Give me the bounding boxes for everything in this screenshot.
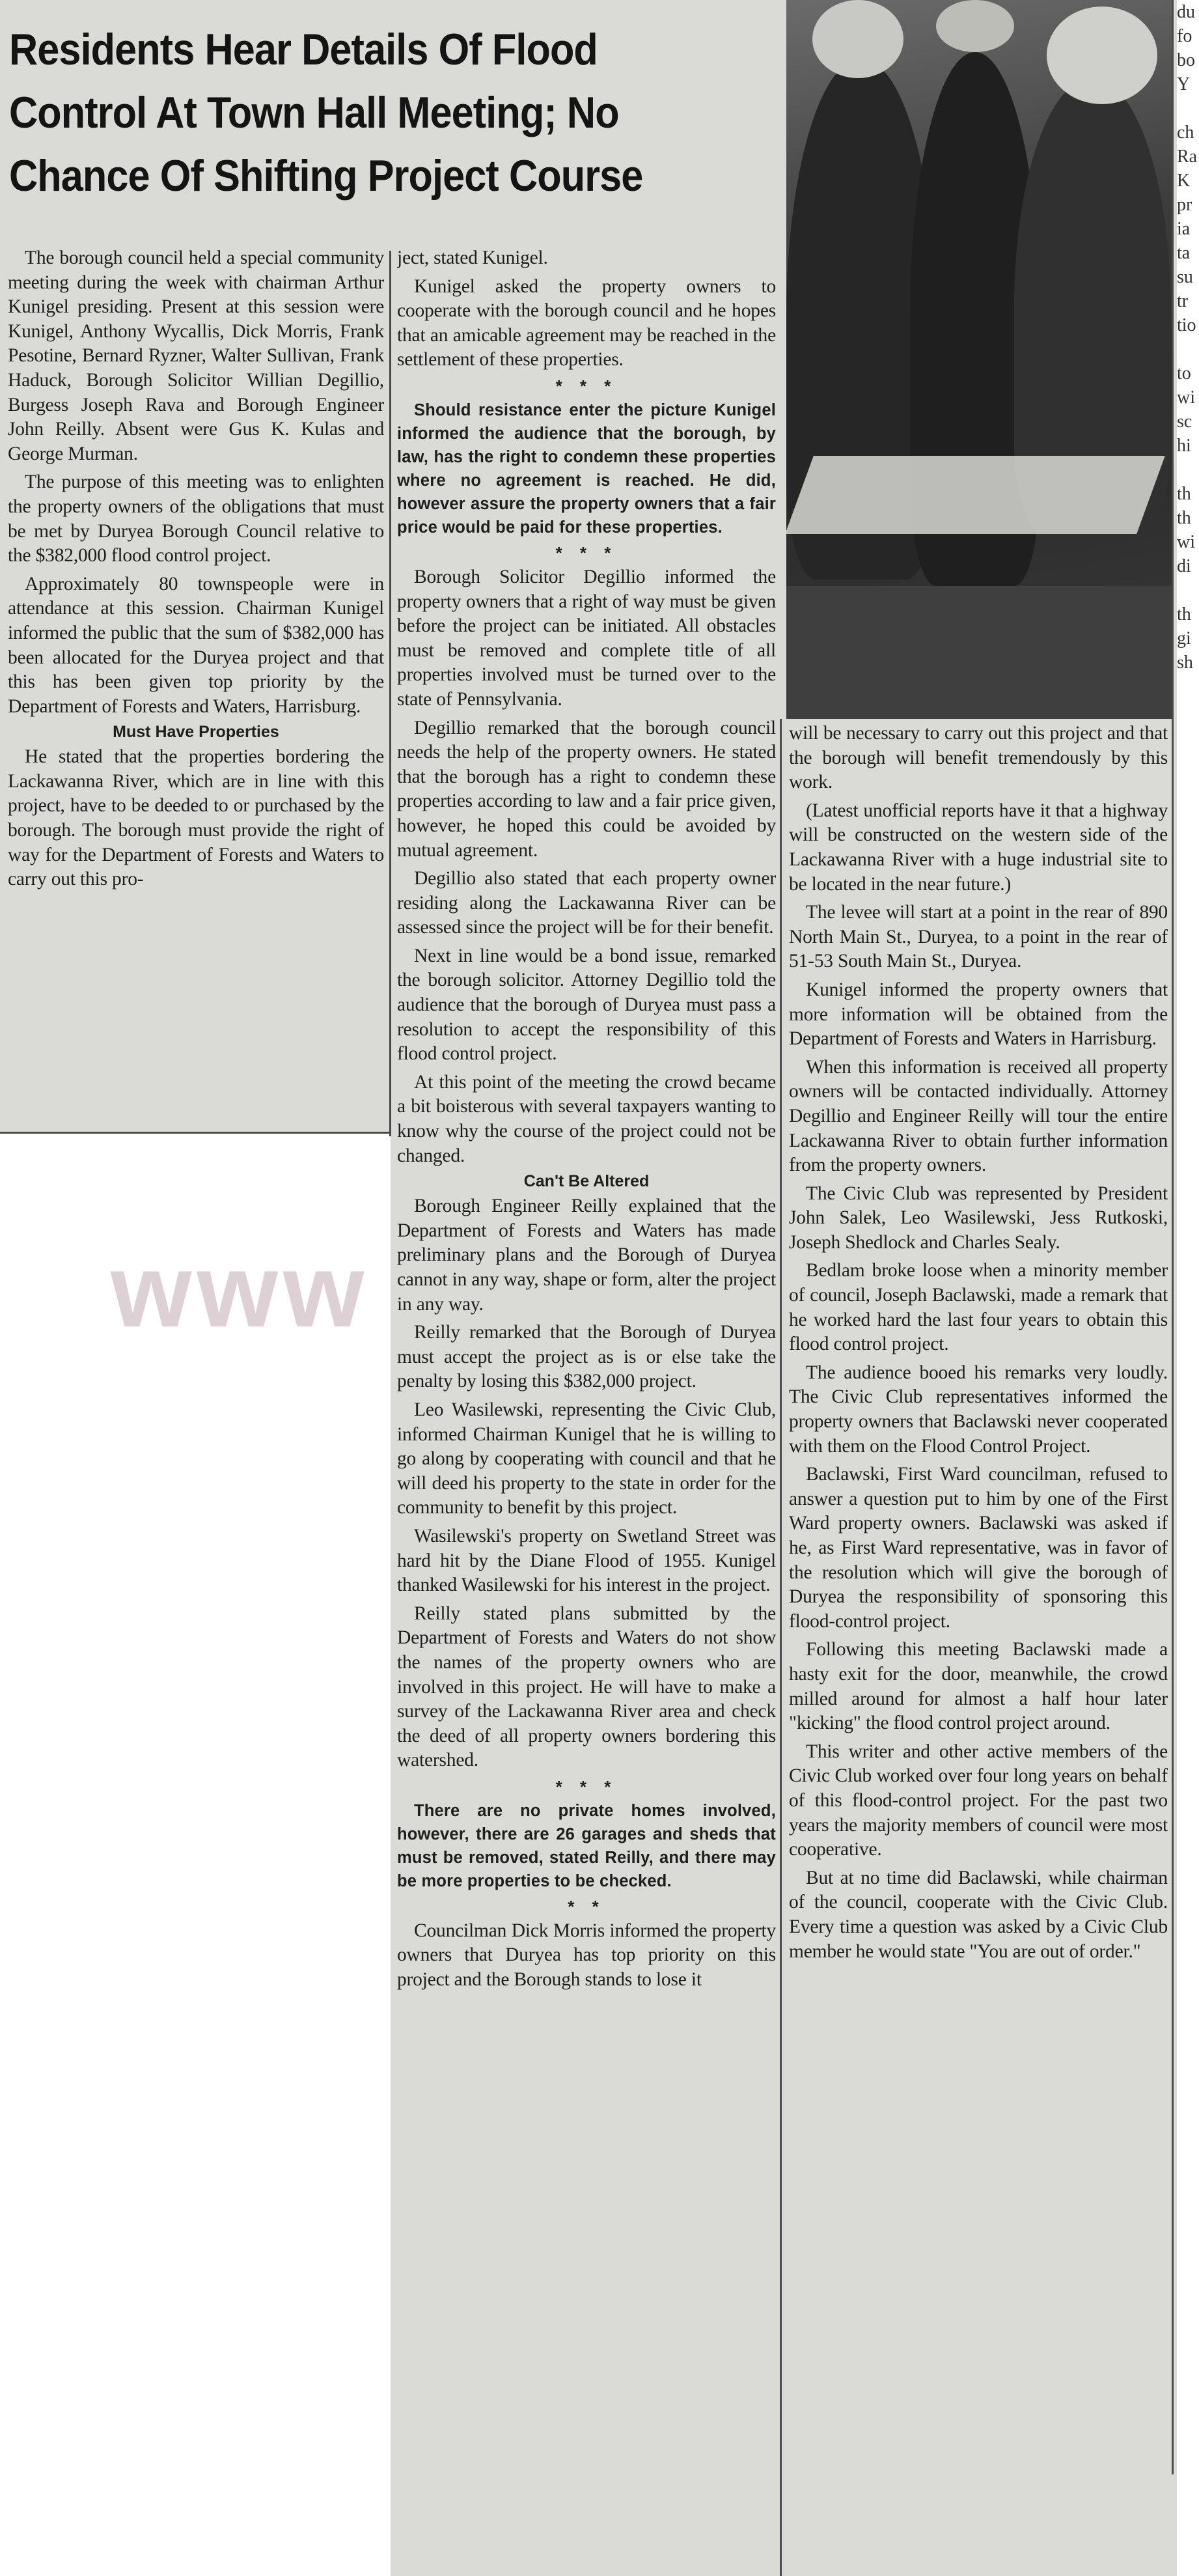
col2-paragraph-5: Next in line would be a bond issue, remarked the borough solicitor. Attorney Degillio told the audience that the borough of Duryea must pass a resolution to accept the responsibility of this flood control project.	[397, 945, 776, 1065]
col3-paragraph-4: When this information is received all property owners will be contacted individually. Attorney Degillio and Engineer Reilly will tour the entire Lackawanna River to obtain further information from the property owners.	[789, 1056, 1168, 1176]
edge-fragment: tio	[1177, 315, 1196, 335]
col3-continuation: will be necessary to carry out this project and that the borough will benefit tremendously by this work.	[789, 723, 1168, 793]
photo-table-papers	[786, 456, 1165, 534]
edge-fragment	[1177, 96, 1199, 120]
headline-line-1: Residents Hear Details Of Flood	[9, 25, 598, 74]
column-rule-3	[1172, 0, 1174, 2474]
edge-fragment	[1177, 458, 1199, 482]
photo-floor	[786, 586, 1172, 719]
edge-fragment: di	[1177, 556, 1191, 576]
photo-face-right	[1047, 7, 1157, 104]
edge-fragment: sc	[1177, 412, 1192, 432]
edge-fragment: th	[1177, 604, 1191, 624]
headline	[9, 18, 700, 208]
col3-paragraph-9: Following this meeting Baclawski made a hasty exit for the door, meanwhile, the crowd milled around for almost a half hour later "kicking" the flood control project around.	[789, 1639, 1168, 1734]
edge-fragment: to	[1177, 363, 1191, 384]
edge-fragment: pr	[1177, 195, 1192, 215]
headline-line-3: Chance Of Shifting Project Course	[9, 151, 643, 201]
article-column-2	[397, 246, 776, 2576]
col2-paragraph-4: Degillio also stated that each property owner residing along the Lackawanna River can be assessed since the project will be for their benefit.	[397, 868, 776, 938]
edge-fragment: Ra	[1177, 147, 1198, 167]
column-end-rule	[0, 1132, 391, 1134]
col2-paragraph-6: At this point of the meeting the crowd became a bit boisterous with several taxpayers wanting to know why the course of the project could not be changed.	[397, 1071, 776, 1166]
col2-paragraph-2: Borough Solicitor Degillio informed the property owners that a right of way must be given before the project can be initiated. All obstacles must be removed and complete title of all properties involved must be turned over to the state of Pennsylvania.	[397, 566, 776, 710]
edge-fragment: wi	[1177, 387, 1195, 408]
subhead-cant-be-altered: Can't Be Altered	[523, 1172, 650, 1191]
col3-paragraph-8: Baclawski, First Ward councilman, refused to answer a question put to him by one of the First Ward property owners. Baclawski was asked if he, as First Ward representative, was in favor of the resolution which will give the borough of Duryea the responsibility of sponsoring this flood-control project.	[789, 1464, 1168, 1632]
col3-paragraph-1: (Latest unofficial reports have it that a highway will be constructed on the western side of the Lackawanna River with a huge industrial site to be located in the near future.)	[789, 800, 1168, 895]
col2-paragraph-8: Reilly remarked that the Borough of Duryea must accept the project as is or else take the penalty by losing this $382,000 project.	[397, 1322, 776, 1392]
col2-continuation: ject, stated Kunigel.	[397, 247, 548, 268]
col1-paragraph-3: Approximately 80 townspeople were in attendance at this session. Chairman Kunigel informed the public that the sum of $382,000 has been allocated for the Duryea project and that this has been given top priority by the Department of Forests and Waters, Harrisburg.	[8, 573, 384, 717]
edge-fragment: hi	[1177, 436, 1191, 456]
article-column-3	[789, 721, 1168, 2473]
edge-fragment-list	[1177, 0, 1199, 675]
adjacent-column-fragments	[1177, 0, 1199, 716]
edge-fragment: tr	[1177, 291, 1189, 311]
edge-fragment: bo	[1177, 50, 1195, 70]
photo-face-left	[812, 0, 903, 78]
edge-fragment: ch	[1177, 122, 1194, 143]
col2-bold-paragraph-1: Should resistance enter the picture Kunigel informed the audience that the borough, by law, has the right to condemn these properties where no agreement is reached. He did, however assure the property owners that a fair price would be paid for these properties.	[397, 400, 776, 537]
edge-fragment: fo	[1177, 26, 1192, 46]
edge-fragment	[1177, 337, 1199, 361]
col2-bold-paragraph-2: There are no private homes involved, however, there are 26 garages and sheds that must be removed, stated Reilly, and there may be more properties to be checked.	[397, 1801, 776, 1890]
meeting-photo	[786, 0, 1172, 719]
col1-paragraph-1: The borough council held a special community meeting during the week with chairman Arthur Kunigel presiding. Present at this session were Kunigel, Anthony Wycallis, Dick Morris, Frank Pesotine, Bernard Ryzner, Walter Sullivan, Frank Haduck, Borough Solicitor Willian Degillio, Burgess Joseph Rava and Borough Engineer John Reilly. Absent were Gus K. Kulas and George Murman.	[8, 247, 384, 464]
column-rule-2	[780, 719, 782, 2576]
edge-fragment: ta	[1177, 243, 1191, 263]
edge-fragment: th	[1177, 484, 1191, 504]
headline-line-2: Control At Town Hall Meeting; No	[9, 88, 619, 137]
col3-paragraph-6: Bedlam broke loose when a minority member of council, Joseph Baclawski, made a remark that he worked hard the last four years to obtain this flood control project.	[789, 1260, 1168, 1355]
col2-paragraph-11: Reilly stated plans submitted by the Department of Forests and Waters do not show the names of the property owners who are involved in this project. He will have to make a survey of the Lackawanna River area and check the deed of all property owners bordering this watershed.	[397, 1603, 776, 1771]
col2-paragraph-9: Leo Wasilewski, representing the Civic Club, informed Chairman Kunigel that he is willing to go along by cooperating with council and that he will deed his property to the state in order for the community to benefit by this project.	[397, 1399, 776, 1519]
separator-stars-2: * * *	[555, 542, 618, 563]
col3-paragraph-3: Kunigel informed the property owners that more information will be obtained from the Department of Forests and Waters in Harrisburg.	[789, 979, 1168, 1050]
column-rule-1	[389, 251, 391, 1136]
edge-fragment: gi	[1177, 628, 1191, 649]
separator-stars-3: * * *	[555, 1776, 618, 1797]
col3-paragraph-10: This writer and other active members of the Civic Club worked over four long years on behalf of this flood-control project. For the past two years the majority members of council were most cooperative.	[789, 1741, 1168, 1860]
col1-paragraph-2: The purpose of this meeting was to enlighten the property owners of the obligations that must be met by Duryea Borough Council relative to the $382,000 flood control project.	[8, 471, 384, 567]
article-column-1	[8, 246, 384, 1128]
separator-stars-1: * * *	[555, 376, 618, 396]
photo-face-middle	[936, 0, 1014, 52]
subhead-must-have-properties: Must Have Properties	[113, 723, 279, 742]
edge-fragment: Y	[1177, 74, 1191, 94]
col3-paragraph-2: The levee will start at a point in the rear of 890 North Main St., Duryea, to a point in the rear of 51-53 South Main St., Duryea.	[789, 902, 1168, 972]
edge-fragment: th	[1177, 508, 1191, 528]
col2-paragraph-12: Councilman Dick Morris informed the property owners that Duryea has top priority on this project and the Borough stands to lose it	[397, 1920, 776, 1991]
col3-paragraph-11: But at no time did Baclawski, while chairman of the council, cooperate with the Civic Club. Every time a question was asked by a Civic Club member he would state "You are out of order."	[789, 1867, 1168, 1962]
col2-paragraph-3: Degillio remarked that the borough council needs the help of the property owners. He stated that the borough has a right to condemn these properties according to law and a fair price given, however, he hoped this could be avoided by mutual agreement.	[397, 717, 776, 861]
edge-fragment: su	[1177, 267, 1193, 287]
col2-paragraph-7: Borough Engineer Reilly explained that the Department of Forests and Waters has made preliminary plans and the Borough of Duryea cannot in any way, shape or form, alter the project in any way.	[397, 1196, 776, 1315]
separator-stars-4: * *	[568, 1896, 605, 1916]
edge-fragment: K	[1177, 171, 1191, 191]
col1-paragraph-4: He stated that the properties bordering the Lackawanna River, which are in line with this project, have to be deeded to or purchased by the borough. The borough must provide the right of way for the Department of Forests and Waters to carry out this pro-	[8, 746, 384, 890]
edge-fragment	[1177, 578, 1199, 602]
col2-paragraph-1: Kunigel asked the property owners to cooperate with the borough council and he hopes that an amicable agreement may be reached in the settlement of these properties.	[397, 275, 776, 371]
col2-paragraph-10: Wasilewski's property on Swetland Street was hard hit by the Diane Flood of 1955. Kunigel thanked Wasilewski for his interest in the project.	[397, 1525, 776, 1596]
col3-paragraph-7: The audience booed his remarks very loudly. The Civic Club representatives informed the property owners that Baclawski never cooperated with them on the Flood Control Project.	[789, 1362, 1168, 1457]
edge-fragment: wi	[1177, 532, 1195, 552]
edge-fragment: sh	[1177, 652, 1193, 673]
edge-fragment: du	[1177, 2, 1195, 22]
watermark: www	[111, 1232, 370, 1349]
col3-paragraph-5: The Civic Club was represented by President John Salek, Leo Wasilewski, Jess Rutkoski, Joseph Shedlock and Charles Sealy.	[789, 1183, 1168, 1253]
edge-fragment: ia	[1177, 219, 1191, 239]
